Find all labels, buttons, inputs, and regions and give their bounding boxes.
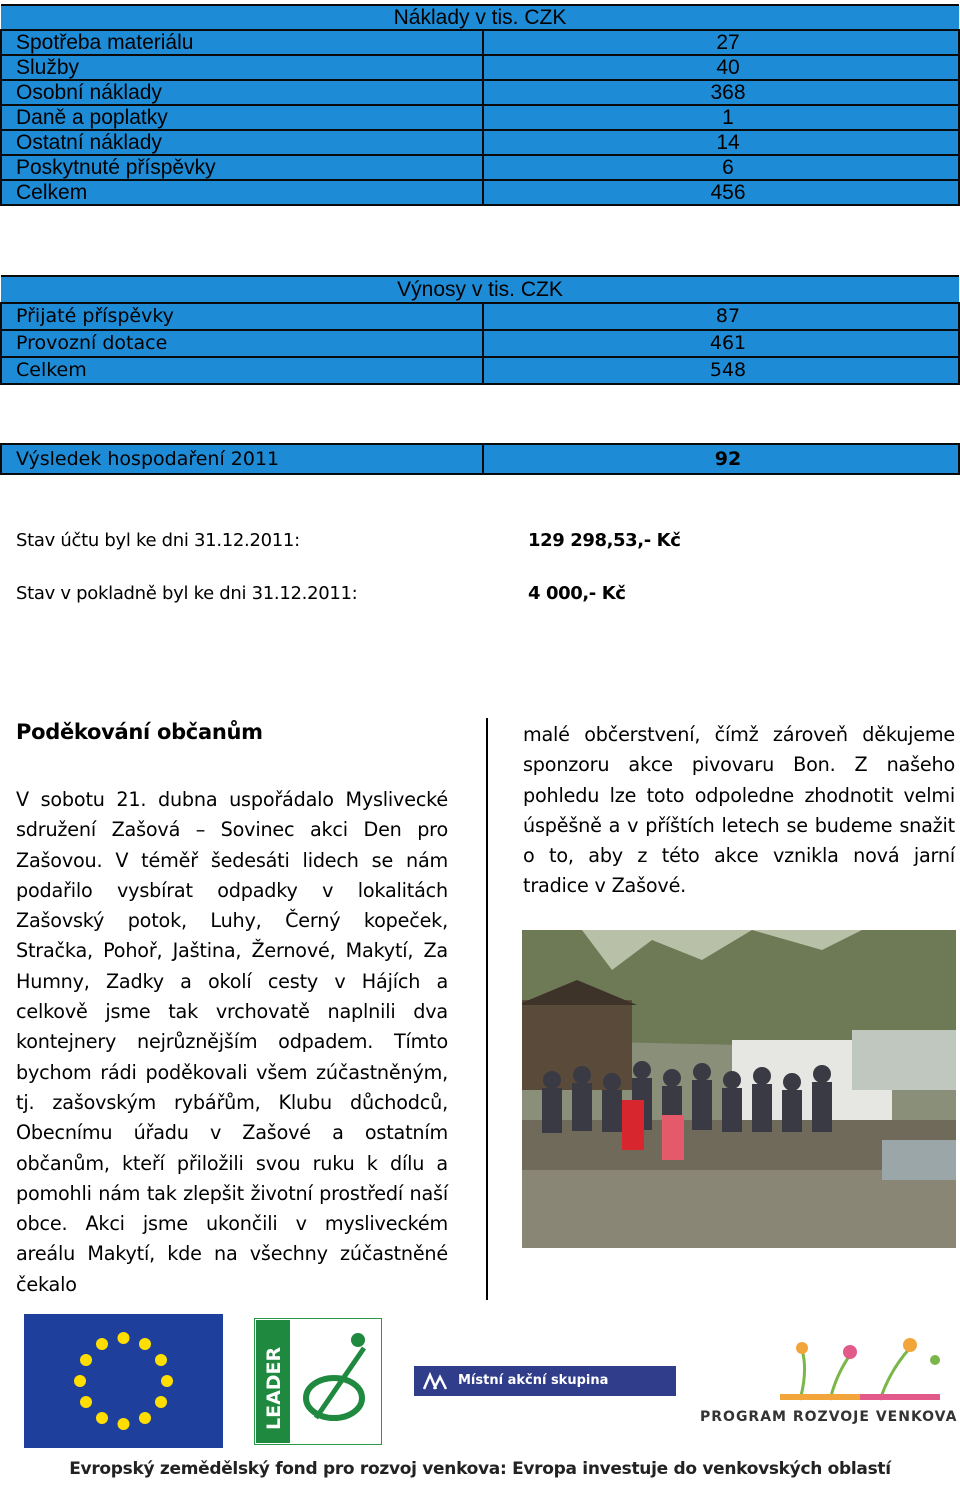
cash-balance-label: Stav v pokladně byl ke dni 31.12.2011:	[16, 583, 358, 604]
table-row-total: Celkem 548	[1, 357, 959, 384]
mas-emblem-icon	[422, 1371, 452, 1391]
table-row: Daně a poplatky 1	[1, 105, 959, 130]
mas-logo-text: Místní akční skupina Rožnovsko	[458, 1373, 609, 1418]
table-row: Výsledek hospodaření 2011 92	[1, 444, 959, 474]
mas-roznovsko-logo	[414, 1366, 676, 1418]
table-row: Poskytnuté příspěvky 6	[1, 155, 959, 180]
costs-table	[0, 4, 960, 206]
costs-header: Náklady v tis. CZK	[1, 5, 959, 30]
table-row: Spotřeba materiálu 27	[1, 30, 959, 55]
column-divider	[486, 718, 488, 1300]
account-balance-value: 129 298,53,- Kč	[528, 530, 681, 551]
table-row: Provozní dotace 461	[1, 330, 959, 357]
revenues-header: Výnosy v tis. CZK	[1, 276, 959, 303]
leader-logo	[254, 1318, 382, 1445]
eu-flag-logo	[24, 1314, 223, 1448]
prv-logo-text: PROGRAM ROZVOJE VENKOVA	[700, 1409, 958, 1425]
account-balance-label: Stav účtu byl ke dni 31.12.2011:	[16, 530, 300, 551]
footer-text: Evropský zemědělský fond pro rozvoj venkova: Evropa investuje do venkovských oblastí	[69, 1459, 891, 1479]
cash-balance-value: 4 000,- Kč	[528, 583, 626, 604]
result-table	[0, 443, 960, 475]
revenues-table	[0, 275, 960, 385]
table-row-total: Celkem 456	[1, 180, 959, 205]
article-heading: Poděkování občanům	[16, 720, 263, 744]
table-row: Služby 40	[1, 55, 959, 80]
table-row: Ostatní náklady 14	[1, 130, 959, 155]
article-column-2: malé občerstvení, čímž zároveň děkujeme sponzoru akce pivovaru Bon. Z našeho pohledu lze toto odpoledne zhodnotit velmi úspěšně a v příštích letech se budeme snažit o to, aby z této akce vznikla nová jarní tradice v Zašové.	[523, 723, 955, 898]
table-row: Přijaté příspěvky 87	[1, 303, 959, 330]
table-row: Osobní náklady 368	[1, 80, 959, 105]
volunteers-photo	[522, 930, 956, 1248]
leader-logo-text: LEADER	[263, 1346, 285, 1430]
article-column-1: V sobotu 21. dubna uspořádalo Myslivecké sdružení Zašová – Sovinec akci Den pro Zašovou. V téměř šedesáti lidech se nám podařilo vysbírat odpadky v lokalitách Zašovský potok, Luhy, Černý kopeček, Stračka, Pohoř, Jaština, Žernové, Makytí, Za Humny, Zadky a okolí cesty v Hájích a celkově jsme tak vrchovatě naplnili dva kontejnery nejrůznějším odpadem. Tímto bychom rádi poděkovali všem zúčastněným, tj. zašovským rybářům, Klubu důchodců, Obecnímu úřadu v Zašové a ostatním občanům, kteří přiložili svou ruku k dílu a pomohli nám tak zlepšit životní prostředí naší obce. Akci jsme ukončili v mysliveckém areálu Makytí, kde na všechny zúčastněné čekalo	[16, 788, 448, 1296]
